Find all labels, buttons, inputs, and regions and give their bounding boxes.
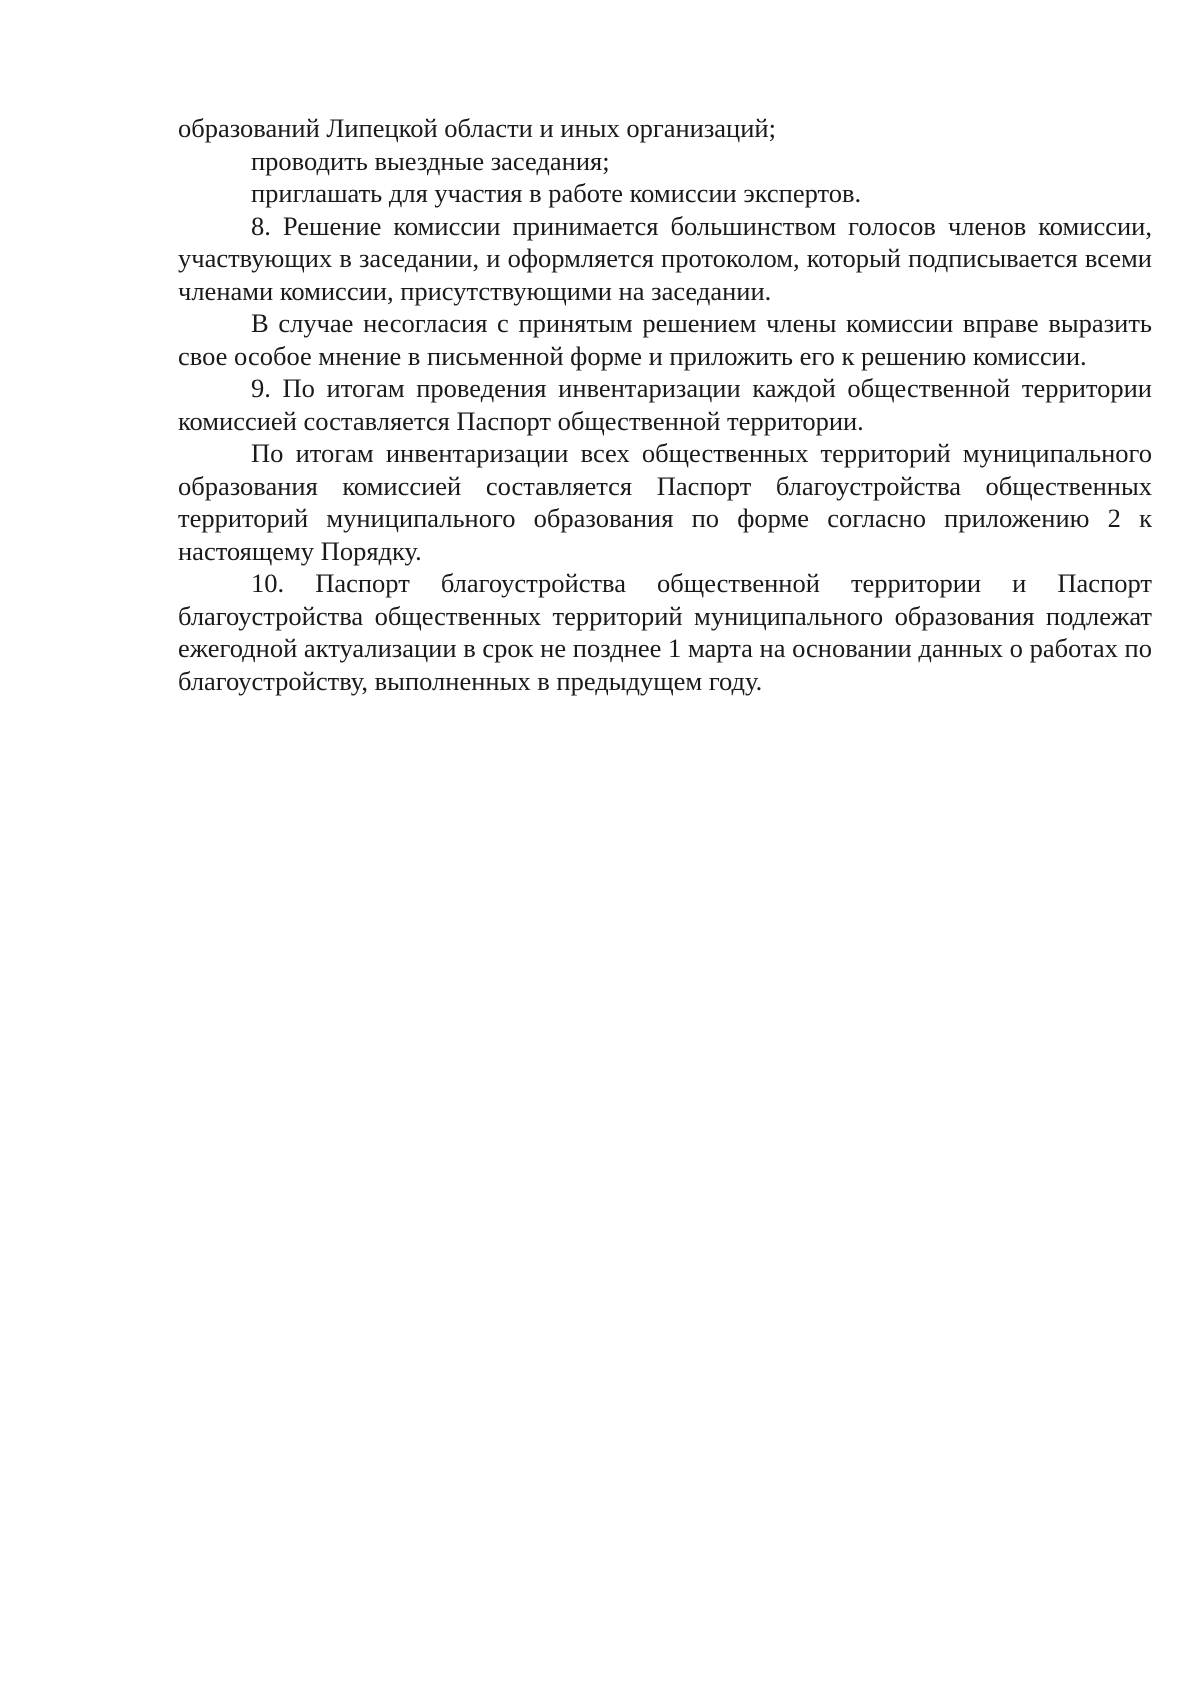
paragraph-continuation: образований Липецкой области и иных организаций; (178, 113, 776, 143)
paragraph-item-9: 9. По итогам проведения инвентаризации каждой общественной территории комиссией составляется Паспорт общественной территории. (178, 373, 1152, 436)
paragraph-invite-experts: приглашать для участия в работе комиссии экспертов. (251, 178, 862, 208)
paragraph-all-territories: По итогам инвентаризации всех общественных территорий муниципального образования комиссией составляется Паспорт благоустройства общественных территорий муниципального образования по форме согласно приложению 2 к настоящему Порядку. (178, 438, 1152, 566)
paragraph-item-8: 8. Решение комиссии принимается большинством голосов членов комиссии, участвующих в заседании, и оформляется протоколом, который подписывается всеми членами комиссии, присутствующими на заседании. (178, 210, 1152, 306)
paragraph-field-sessions: проводить выездные заседания; (251, 145, 610, 176)
paragraph-dissent: В случае несогласия с принятым решением члены комиссии вправе выразить свое особое мнение в письменной форме и приложить его к решению комиссии. (178, 308, 1152, 371)
paragraph-item-10: 10. Паспорт благоустройства общественной территории и Паспорт благоустройства общественных территорий муниципального образования подлежат ежегодной актуализации в срок не позднее 1 марта на основании данных о работах по благоустройству, выполненных в предыдущем году. (178, 568, 1152, 696)
document-body (178, 112, 1152, 697)
